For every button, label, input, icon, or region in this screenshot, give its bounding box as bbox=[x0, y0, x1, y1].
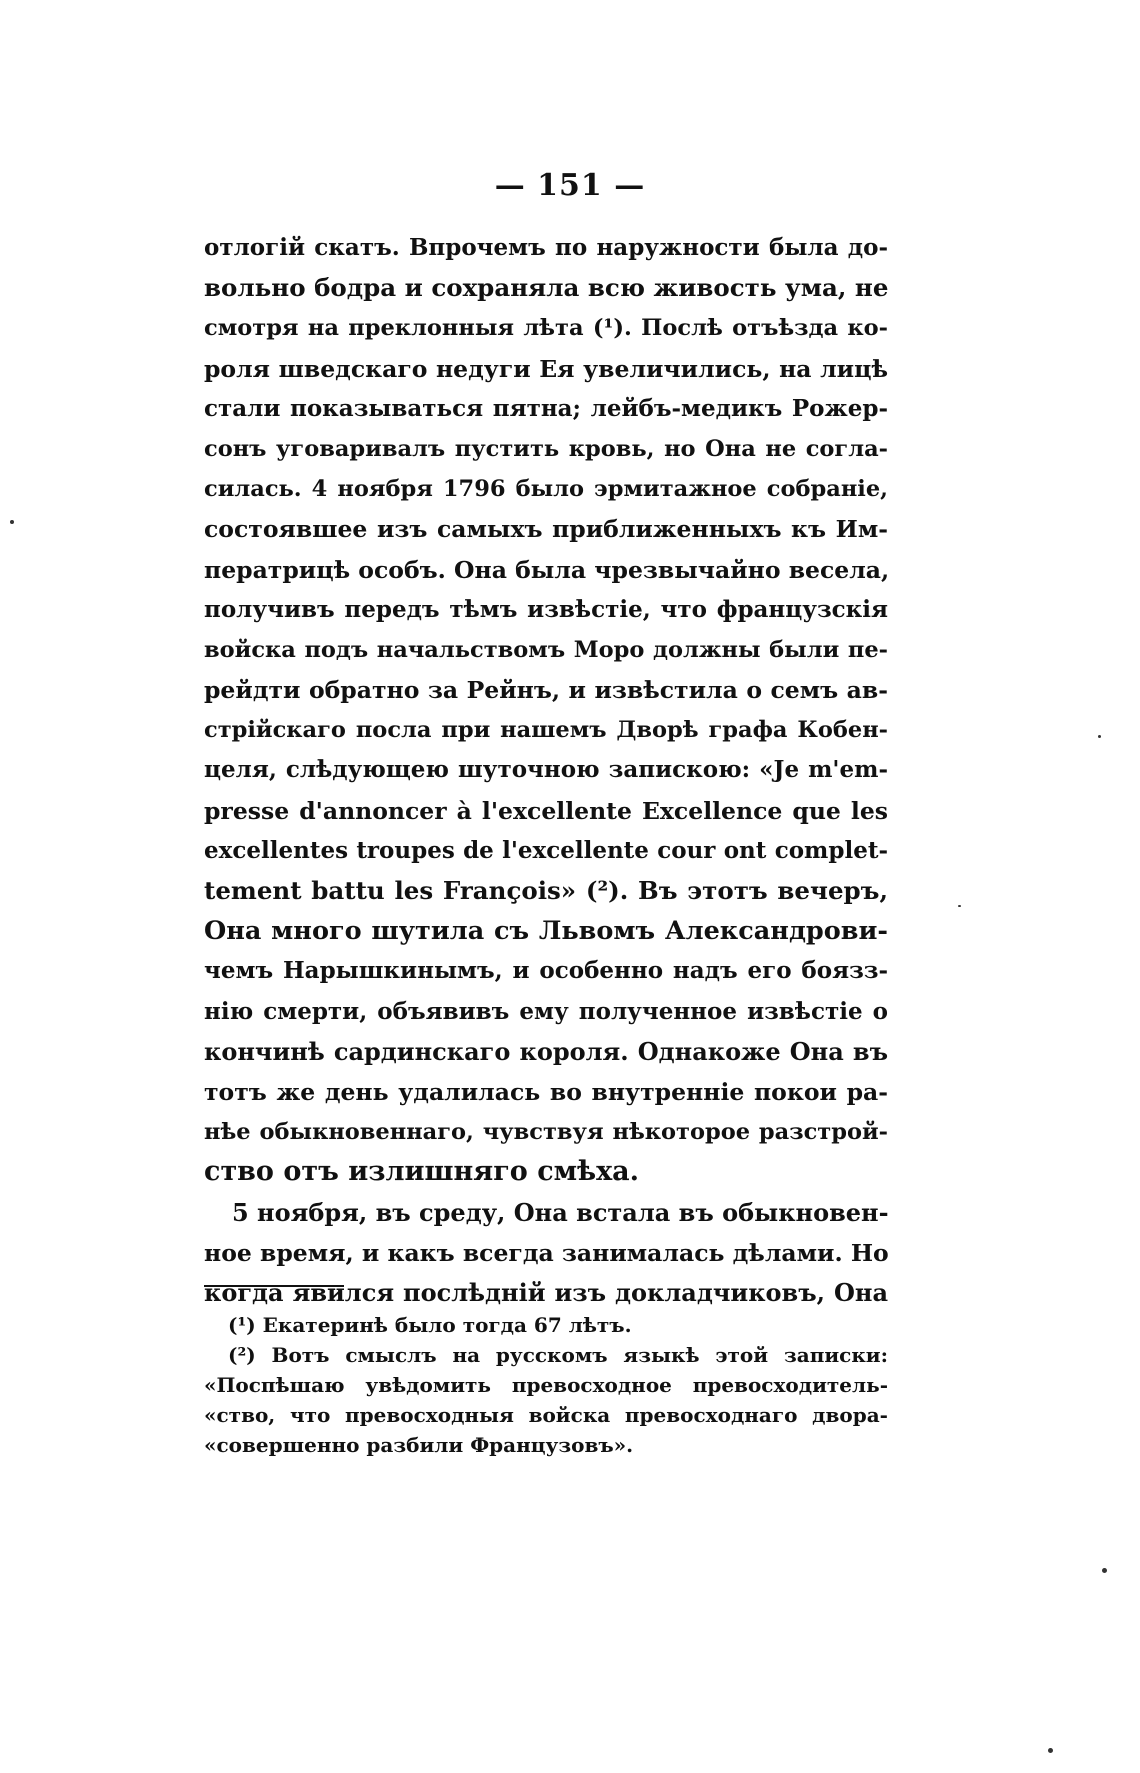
text-line: стрійскаго посла при нашемъ Дворѣ графа Кобен- bbox=[204, 717, 888, 744]
text-line: стали показываться пятна; лейбъ-медикъ Рожер- bbox=[204, 394, 888, 422]
text-line: tement battu les François» (²). Въ этотъ вечеръ, bbox=[204, 876, 888, 905]
text-line: целя, слѣдующею шуточною запискою: «Je m'em- bbox=[204, 756, 888, 784]
footnote-line: «Поспѣшаю увѣдомить превосходное превосходитель- bbox=[204, 1373, 888, 1397]
text-line: ператрицѣ особъ. Она была чрезвычайно весела, bbox=[204, 555, 890, 584]
text-line: кончинѣ сардинскаго короля. Однакоже Она въ bbox=[204, 1036, 888, 1066]
text-line: войска подъ начальствомъ Моро должны были пе- bbox=[204, 636, 888, 663]
text-line: нію смерти, объявивъ ему полученное извѣстіе о bbox=[204, 997, 888, 1025]
text-line: рейдти обратно за Рейнъ, и извѣстила о семъ ав- bbox=[204, 676, 888, 705]
text-line: состоявшее изъ самыхъ приближенныхъ къ Им- bbox=[204, 515, 888, 544]
text-line: нѣе обыкновеннаго, чувствуя нѣкоторое разстрой- bbox=[204, 1119, 888, 1146]
scan-speck bbox=[10, 520, 14, 524]
text-line: роля шведскаго недуги Ея увеличились, на лицѣ bbox=[204, 354, 888, 383]
text-line: смотря на преклонныя лѣта (¹). Послѣ отъѣзда ко- bbox=[204, 315, 888, 342]
text-line: presse d'annoncer à l'excellente Excellence que les bbox=[204, 796, 888, 825]
text-line: силась. 4 ноября 1796 было эрмитажное собраніе, bbox=[204, 476, 888, 503]
footnotes bbox=[204, 1310, 888, 1460]
footnote-line: (²) Вотъ смыслъ на русскомъ языкѣ этой записки: bbox=[228, 1343, 888, 1367]
page-number: — 151 — bbox=[494, 168, 646, 203]
scan-speck bbox=[1048, 1748, 1053, 1753]
main-text bbox=[204, 228, 888, 1313]
footnote-line: (¹) Екатеринѣ было тогда 67 лѣтъ. bbox=[228, 1313, 632, 1337]
text-line: чемъ Нарышкинымъ, и особенно надъ его боязз- bbox=[204, 957, 888, 985]
text-line: отлогій скатъ. Впрочемъ по наружности была до- bbox=[204, 234, 888, 261]
text-line: excellentes troupes de l'excellente cour ont complet- bbox=[204, 836, 888, 864]
text-line: ство отъ излишняго смѣха. bbox=[204, 1156, 640, 1188]
footnote-line: «ство, что превосходныя войска превосходнаго двора- bbox=[204, 1403, 888, 1427]
text-line: Она много шутила съ Львомъ Александрови- bbox=[204, 916, 888, 947]
scan-speck bbox=[1098, 735, 1101, 738]
text-line: сонъ уговаривалъ пустить кровь, но Она не согла- bbox=[204, 435, 888, 462]
footnote-divider bbox=[204, 1285, 344, 1287]
text-line: 5 ноября, въ среду, Она встала въ обыкновен- bbox=[232, 1197, 889, 1227]
scan-speck bbox=[1102, 1568, 1107, 1573]
text-line: вольно бодра и сохраняла всю живость ума, не bbox=[204, 273, 889, 303]
text-line: ное время, и какъ всегда занималась дѣлами. Но bbox=[204, 1238, 889, 1267]
text-line: когда явился послѣдній изъ докладчиковъ, Она bbox=[204, 1277, 888, 1307]
text-line: получивъ передъ тѣмъ извѣстіе, что французскія bbox=[204, 595, 888, 623]
footnote-line: «совершенно разбили Французовъ». bbox=[204, 1433, 634, 1457]
text-line: тотъ же день удалилась во внутренніе покои ра- bbox=[204, 1077, 888, 1106]
scan-speck bbox=[958, 905, 961, 907]
